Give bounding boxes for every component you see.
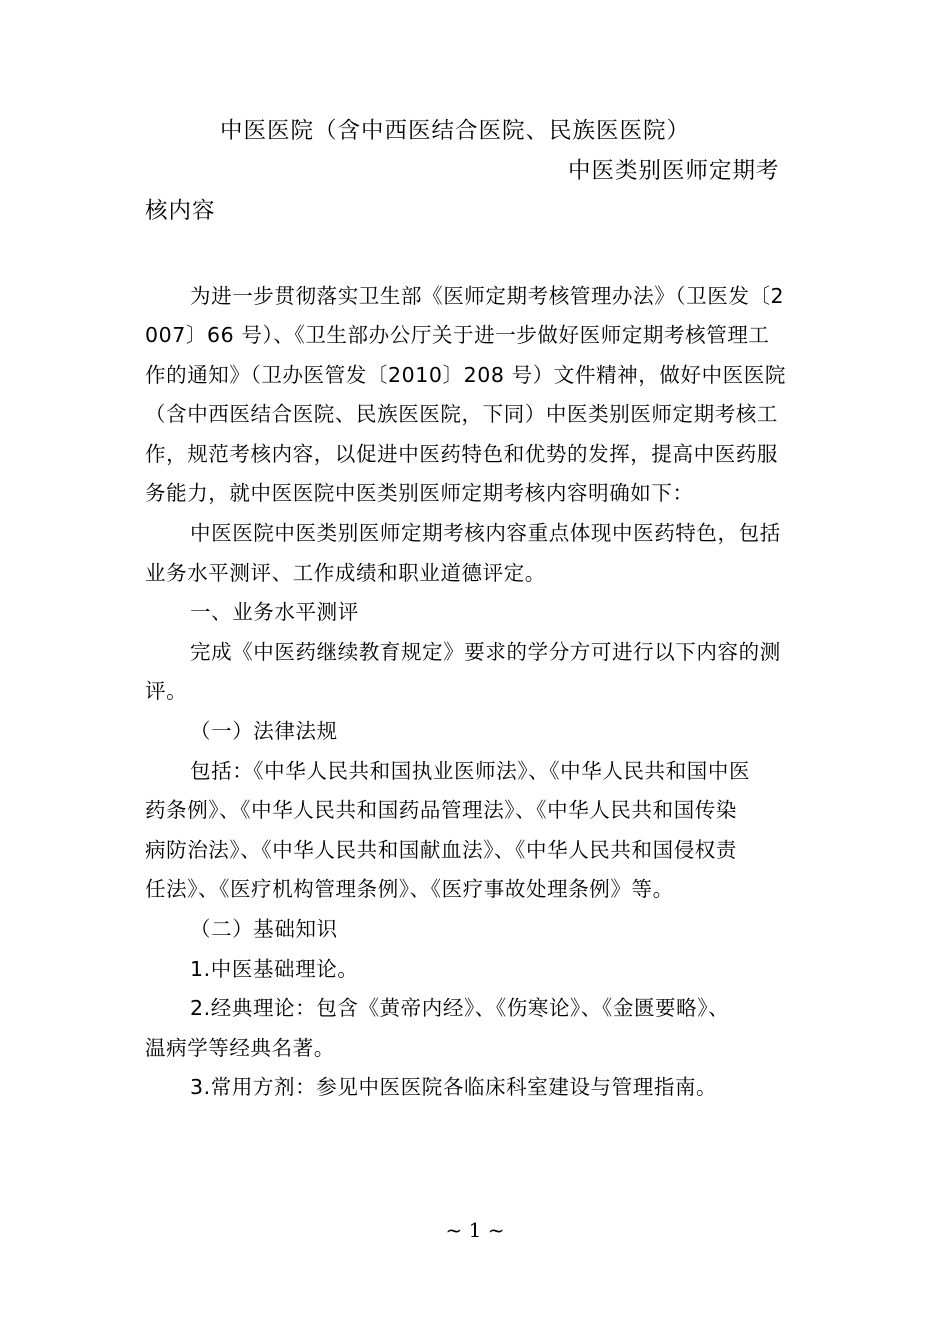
body-line: 温病学等经典名著。 — [145, 1036, 335, 1060]
body-line: 作的通知》（卫办医管发〔2010〕208 号）文件精神，做好中医医院 — [145, 363, 786, 387]
body-line: 完成《中医药继续教育规定》要求的学分方可进行以下内容的测 — [190, 640, 781, 664]
body-line: 包括：《中华人民共和国执业医师法》、《中华人民共和国中医 — [190, 759, 751, 783]
document-title-line-2: 中医类别医师定期考 — [568, 158, 780, 184]
body-line: 病防治法》、《中华人民共和国献血法》、《中华人民共和国侵权责 — [145, 838, 737, 862]
list-item: 1.中医基础理论。 — [190, 957, 359, 981]
subsection-heading: （二）基础知识 — [190, 917, 338, 941]
section-heading: 一、业务水平测评 — [190, 600, 359, 624]
body-line: 为进一步贯彻落实卫生部《医师定期考核管理办法》（卫医发〔2 — [190, 284, 785, 308]
list-item: 3.常用方剂：参见中医医院各临床科室建设与管理指南。 — [190, 1075, 718, 1099]
page-number: ~ 1 ~ — [445, 1218, 505, 1242]
body-line: （含中西医结合医院、民族医医院，下同）中医类别医师定期考核工 — [145, 402, 778, 426]
document-title-line-3: 核内容 — [145, 198, 216, 224]
subsection-heading: （一）法律法规 — [190, 719, 338, 743]
body-line: 务能力，就中医医院中医类别医师定期考核内容明确如下： — [145, 481, 694, 505]
body-line: 作，规范考核内容，以促进中医药特色和优势的发挥，提高中医药服 — [145, 442, 778, 466]
document-title-line-1: 中医医院（含中西医结合医院、民族医医院） — [220, 118, 691, 144]
body-line: 任法》、《医疗机构管理条例》、《医疗事故处理条例》等。 — [145, 877, 674, 901]
body-line: 业务水平测评、工作成绩和职业道德评定。 — [145, 561, 546, 585]
list-item: 2.经典理论：包含《黄帝内经》、《伤寒论》、《金匮要略》、 — [190, 996, 730, 1020]
body-line: 药条例》、《中华人民共和国药品管理法》、《中华人民共和国传染 — [145, 798, 737, 822]
body-line: 中医医院中医类别医师定期考核内容重点体现中医药特色，包括 — [190, 521, 781, 545]
body-line: 007〕66 号）、《卫生部办公厅关于进一步做好医师定期考核管理工 — [145, 323, 770, 347]
body-line: 评。 — [145, 679, 188, 703]
